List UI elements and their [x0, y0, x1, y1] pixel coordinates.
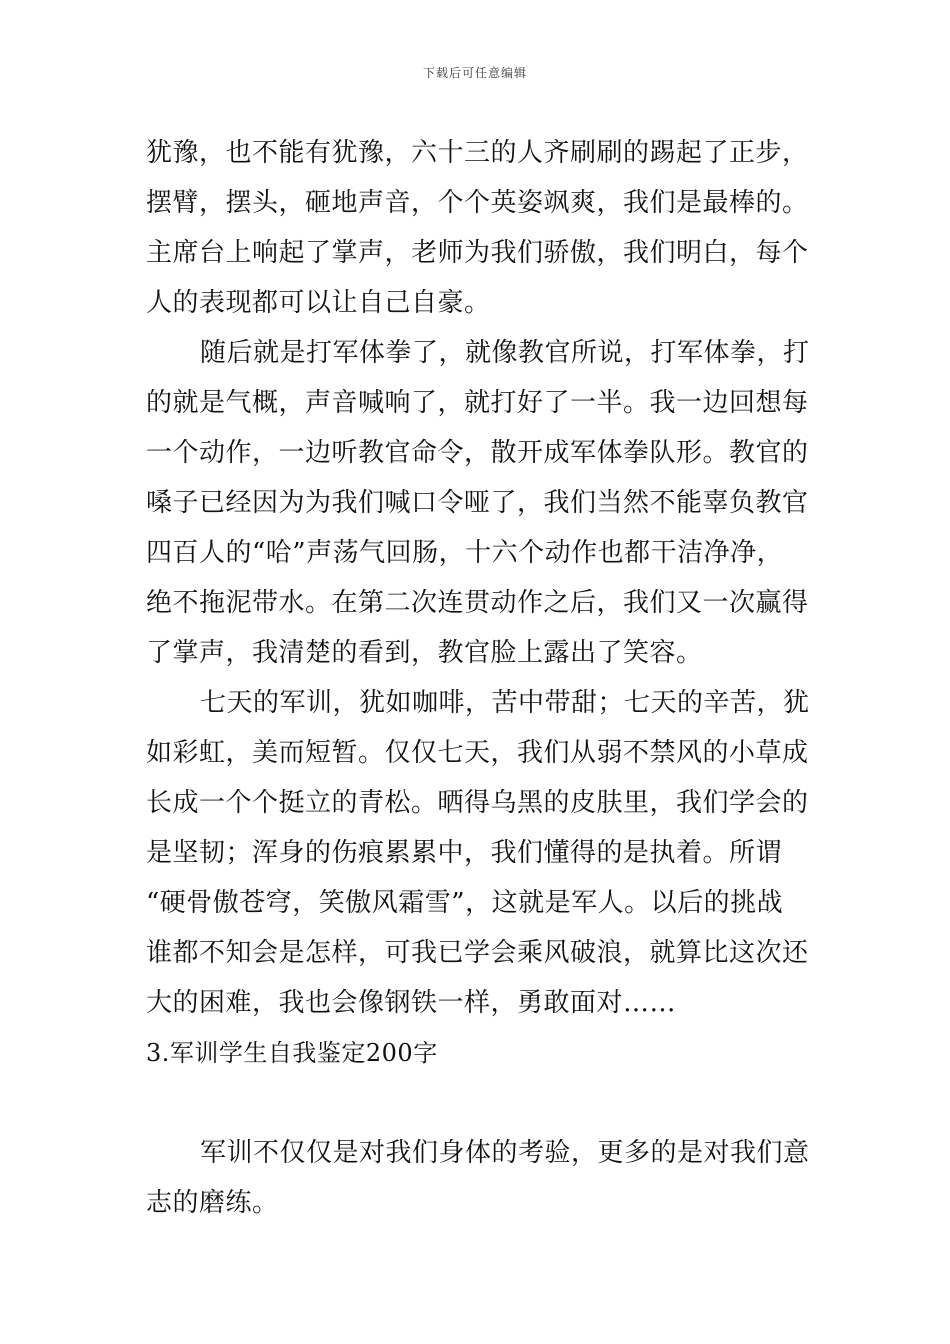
- text-line: 四百人的“哈”声荡气回肠，十六个动作也都干洁净净，: [146, 538, 784, 568]
- text-line: 主席台上响起了掌声，老师为我们骄傲，我们明白，每个: [146, 238, 809, 268]
- text-line: 是坚韧；浑身的伤痕累累中，我们懂得的是执着。所谓: [146, 838, 783, 868]
- text-line: 如彩虹，美而短暂。仅仅七天，我们从弱不禁风的小草成: [146, 738, 809, 768]
- text-line: 嗓子已经因为为我们喊口令哑了，我们当然不能辜负教官: [146, 488, 809, 518]
- text-line: “硬骨傲苍穹，笑傲风霜雪”，这就是军人。以后的挑战: [146, 888, 784, 918]
- text-line: 一个动作，一边听教官命令，散开成军体拳队形。教官的: [146, 438, 809, 468]
- text-line: 人的表现都可以让自己自豪。: [146, 288, 491, 318]
- text-line: 摆臂，摆头，砸地声音，个个英姿飒爽，我们是最棒的。: [146, 188, 809, 218]
- page-header: 下载后可任意编辑: [422, 66, 527, 80]
- text-line: 犹豫，也不能有犹豫，六十三的人齐刷刷的踢起了正步，: [146, 138, 809, 168]
- blank-line: [146, 1078, 810, 1128]
- text-line: 志的磨练。: [146, 1188, 279, 1218]
- text-line: 了掌声，我清楚的看到，教官脸上露出了笑容。: [146, 638, 703, 668]
- paragraph-start-line: 随后就是打军体拳了，就像教官所说，打军体拳，打: [200, 338, 810, 368]
- text-line: 的就是气概，声音喊响了，就打好了一半。我一边回想每: [146, 388, 809, 418]
- paragraph-start-line: 七天的军训，犹如咖啡，苦中带甜；七天的辛苦，犹: [200, 688, 810, 718]
- section-heading: 3.军训学生自我鉴定200字: [146, 1039, 438, 1067]
- paragraph-start-line: 军训不仅仅是对我们身体的考验，更多的是对我们意: [200, 1138, 810, 1168]
- text-line: 绝不拖泥带水。在第二次连贯动作之后，我们又一次赢得: [146, 588, 809, 618]
- text-line: 长成一个个挺立的青松。晒得乌黑的皮肤里，我们学会的: [146, 788, 809, 818]
- text-line: 谁都不知会是怎样，可我已学会乘风破浪，就算比这次还: [146, 938, 809, 968]
- text-line: 大的困难，我也会像钢铁一样，勇敢面对……: [146, 988, 677, 1018]
- document-body: [146, 128, 810, 1228]
